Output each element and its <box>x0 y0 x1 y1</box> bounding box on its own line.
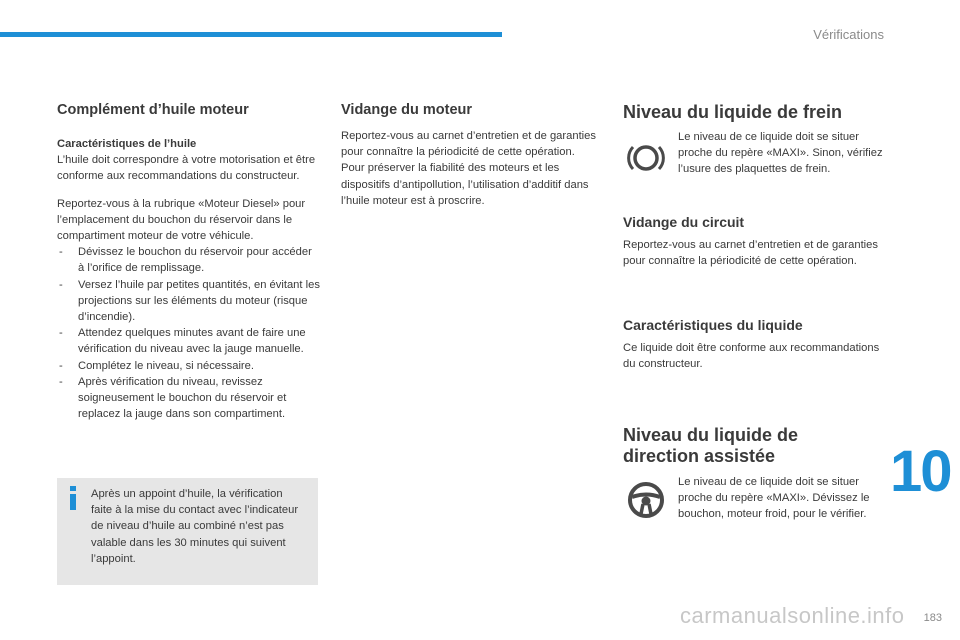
brake-warning-icon <box>626 138 666 178</box>
steering-wheel-icon <box>626 480 666 520</box>
list-item: - Attendez quelques minutes avant de faire une vérification du niveau avec la jauge manuelle. <box>57 325 321 357</box>
power-steering-section <box>623 425 888 467</box>
brake-fluid-text-wrap <box>678 129 884 178</box>
engine-oil-change-text: Reportez-vous au carnet d’entretien et de garanties pour connaître la périodicité de cette opération. <box>341 130 596 159</box>
oil-topup-section <box>57 100 321 422</box>
circuit-drain-title: Vidange du circuit <box>623 214 745 230</box>
list-item: - Après vérification du niveau, revissez soigneusement le bouchon du réservoir et replacez la jauge dans son compartiment. <box>57 374 321 423</box>
circuit-drain-section <box>623 213 885 269</box>
power-steering-title-line1: Niveau du liquide de <box>623 425 799 445</box>
fluid-spec-text: Ce liquide doit être conforme aux recommandations du constructeur. <box>623 342 880 371</box>
watermark-text: carmanualsonline.info <box>680 603 905 628</box>
oil-topup-title: Complément d’huile moteur <box>57 102 249 118</box>
info-note-box <box>57 478 318 585</box>
list-item: - Versez l’huile par petites quantités, en évitant les projections sur les éléments du moteur (risque d’incendie). <box>57 277 321 326</box>
power-steering-text-wrap <box>678 474 884 523</box>
fluid-spec-title: Caractéristiques du liquide <box>623 317 803 333</box>
info-icon <box>67 486 79 512</box>
page-section-title: Vérifications <box>813 27 884 42</box>
brake-fluid-title: Niveau du liquide de frein <box>623 102 843 122</box>
list-item: - Complétez le niveau, si nécessaire. <box>57 358 321 374</box>
info-note-text: Après un appoint d’huile, la vérification faite à la mise du contact avec l’indicateur de niveau d’huile au combiné n’est pas valable dans les 30 minutes qui suivent l’appoint. <box>91 488 299 565</box>
oil-specs-text: L’huile doit correspondre à votre motorisation et être conforme aux recommandations du constructeur. <box>57 154 316 183</box>
page-number: 183 <box>923 612 942 624</box>
brake-fluid-text: Le niveau de ce liquide doit se situer proche du repère «MAXI». Sinon, vérifiez l’usure des plaquettes de frein. <box>678 131 883 176</box>
power-steering-text: Le niveau de ce liquide doit se situer proche du repère «MAXI». Dévissez le bouchon, moteur froid, pour le vérifier. <box>678 476 870 521</box>
oil-specs-subtitle: Caractéristiques de l’huile <box>57 138 197 150</box>
additive-warning-text: Pour préserver la fiabilité des moteurs et les dispositifs d’antipollution, l’utilisation d’additif dans l’huile moteur est à proscrire. <box>341 162 589 207</box>
engine-oil-change-section <box>341 100 603 209</box>
circuit-drain-text: Reportez-vous au carnet d’entretien et de garanties pour connaître la périodicité de cette opération. <box>623 239 878 268</box>
fluid-spec-section <box>623 316 885 372</box>
chapter-number: 10 <box>890 439 951 504</box>
brake-fluid-section <box>623 102 888 123</box>
oil-location-text: Reportez-vous à la rubrique «Moteur Diesel» pour l’emplacement du bouchon du réservoir dans le compartiment moteur de votre véhicule. <box>57 197 306 243</box>
oil-topup-steps <box>57 244 321 422</box>
power-steering-title-line2: direction assistée <box>623 446 776 466</box>
list-item: - Dévissez le bouchon du réservoir pour accéder à l’orifice de remplissage. <box>57 244 321 276</box>
header-accent-bar <box>0 32 502 37</box>
engine-oil-change-title: Vidange du moteur <box>341 102 473 118</box>
